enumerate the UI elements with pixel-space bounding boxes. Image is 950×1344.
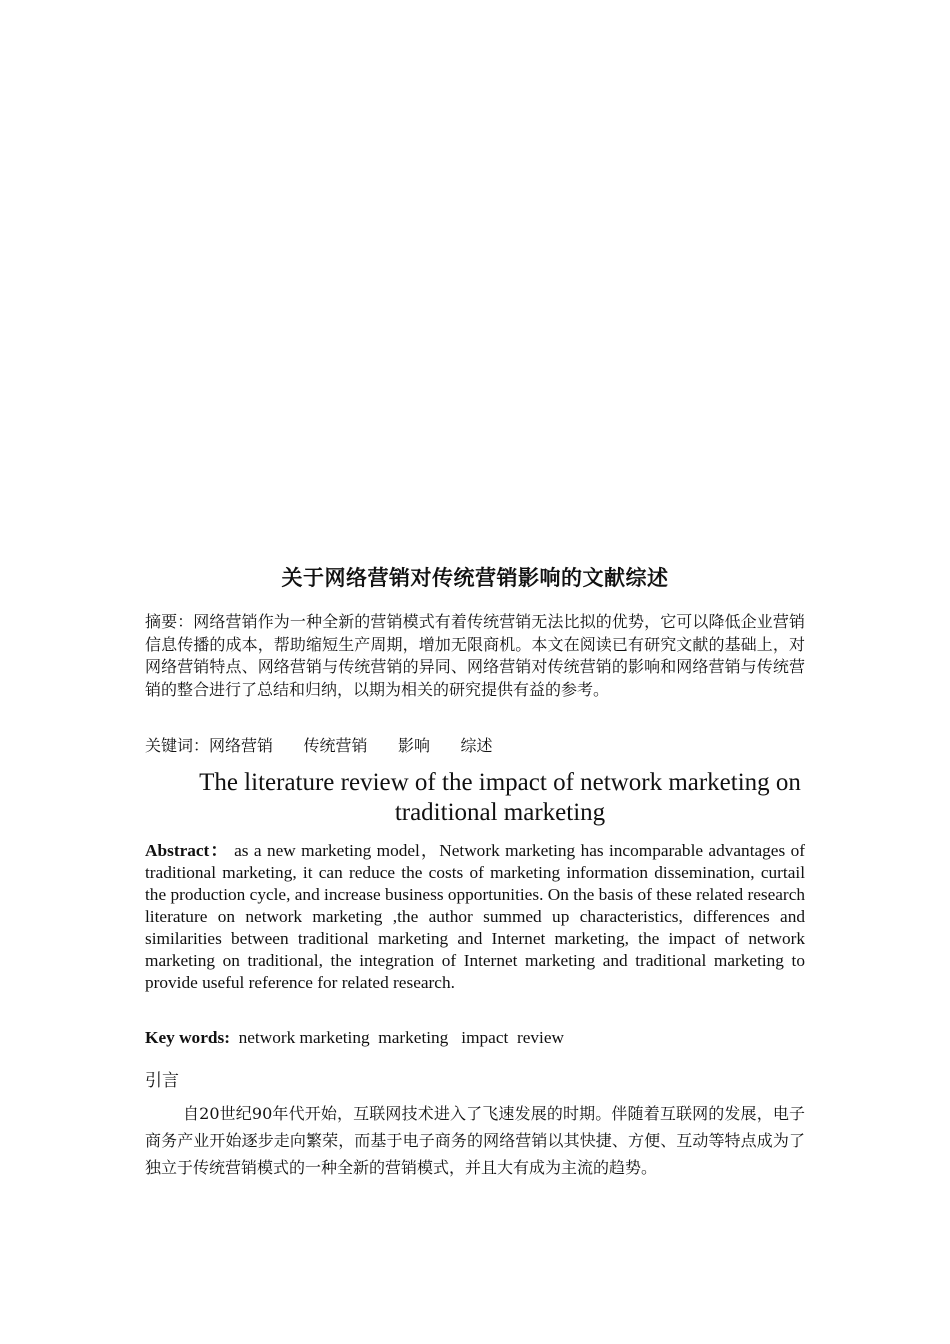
introduction-heading: 引言 [145, 1071, 179, 1091]
introduction-paragraph: 自20世纪90年代开始，互联网技术进入了飞速发展的时期。伴随着互联网的发展，电子商务产业开始逐步走向繁荣，而基于电子商务的网络营销以其快捷、方便、互动等特点成为了独立于传统营销模式的一种全新的营销模式，并且大有成为主流的趋势。 [145, 1104, 805, 1177]
english-abstract-label: Abstract： [145, 841, 229, 860]
english-title: The literature review of the impact of network marketing on traditional marketing [199, 769, 801, 826]
english-keywords [145, 1028, 805, 1048]
chinese-title: 关于网络营销对传统营销影响的文献综述 [281, 566, 669, 590]
english-abstract [145, 840, 805, 994]
english-abstract-text: as a new marketing model，Network marketing has incomparable advantages of traditional marketing, it can reduce the costs of marketing information dissemination, curtail the production cycle, and increase business opportunities. On the basis of these related research literature on network marketing ,the author summed up characteristics, differences and similarities between traditional marketing and Internet marketing, the impact of network marketing on traditional, the integration of Internet marketing and traditional marketing to provide useful reference for related research. [145, 841, 805, 992]
chinese-keywords: 关键词：网络营销 传统营销 影响 综述 [145, 736, 493, 755]
english-keywords-text: network marketing marketing impact review [229, 1028, 564, 1047]
english-keywords-label: Key words: [145, 1028, 230, 1047]
chinese-abstract: 摘要：网络营销作为一种全新的营销模式有着传统营销无法比拟的优势，它可以降低企业营销信息传播的成本，帮助缩短生产周期，增加无限商机。本文在阅读已有研究文献的基础上，对网络营销特点、网络营销与传统营销的异同、网络营销对传统营销的影响和网络营销与传统营销的整合进行了总结和归纳，以期为相关的研究提供有益的参考。 [145, 612, 805, 699]
